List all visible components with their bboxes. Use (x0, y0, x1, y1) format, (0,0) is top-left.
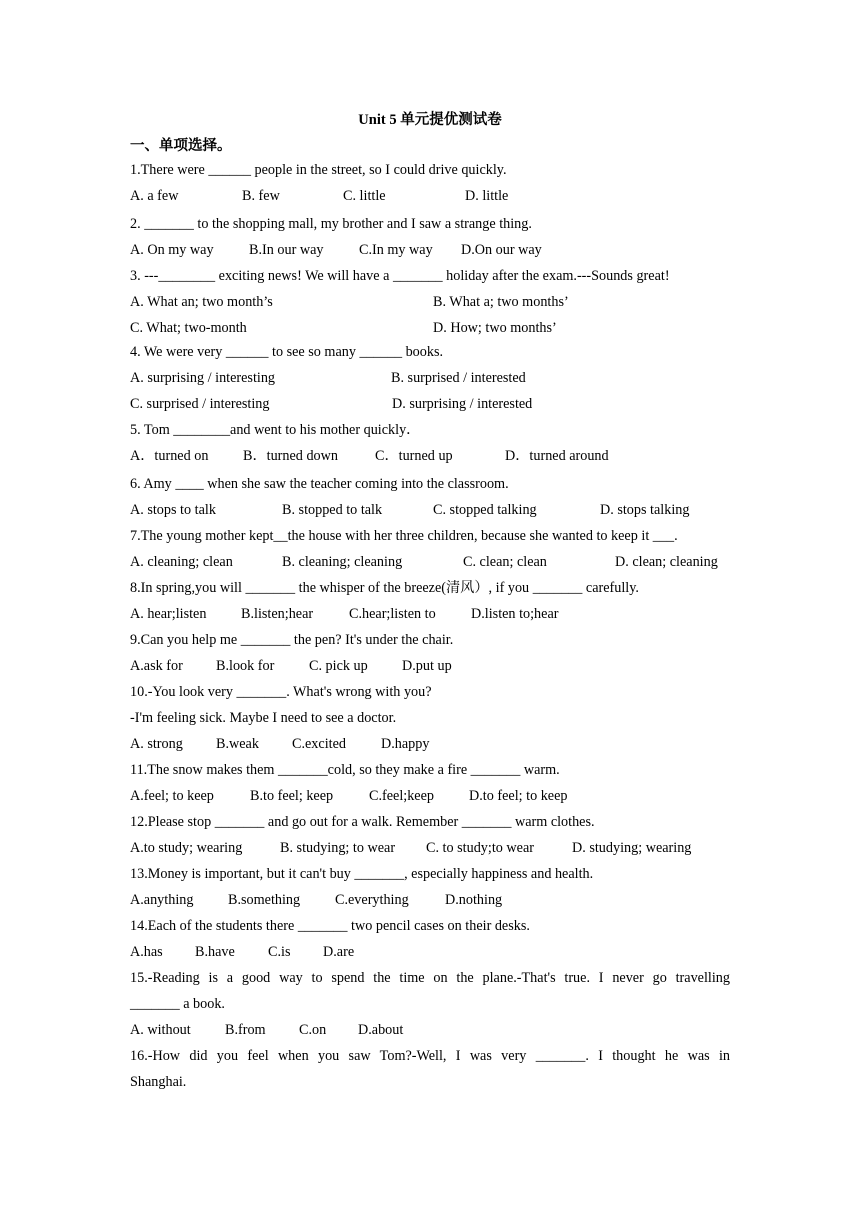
question-5-option-c: C．turned up (375, 448, 453, 464)
question-11-option-c: C.feel;keep (369, 788, 434, 804)
question-8-option-a: A. hear;listen (130, 606, 207, 622)
question-7-option-d: D. clean; cleaning (615, 554, 718, 570)
question-13-option-d: D.nothing (445, 892, 503, 908)
question-5-option-b: B．turned down (243, 448, 338, 464)
question-2-option-b: B.In our way (249, 242, 324, 258)
question-6-option-a: A. stops to talk (130, 502, 216, 518)
question-8-option-d: D.listen to;hear (471, 606, 559, 622)
question-15-option-c: C.on (299, 1022, 327, 1038)
question-10-option-a: A. strong (130, 736, 183, 752)
question-14-option-b: B.have (195, 944, 235, 960)
question-13-option-a: A.anything (130, 892, 194, 908)
question-2-stem: 2. _______ to the shopping mall, my brother and I saw a strange thing. (130, 216, 532, 232)
question-7-option-b: B. cleaning; cleaning (282, 554, 403, 570)
question-9-stem: 9.Can you help me _______ the pen? It's under the chair. (130, 632, 454, 648)
question-3-stem: 3. ---________ exciting news! We will have a _______ holiday after the exam.---Sounds great! (130, 268, 670, 284)
question-1-option-b: B. few (242, 188, 280, 204)
question-6-option-d: D. stops talking (600, 502, 690, 518)
question-15-option-a: A. without (130, 1022, 191, 1038)
question-5-option-d: D．turned around (505, 448, 609, 464)
question-12-option-b: B. studying; to wear (280, 840, 396, 856)
question-4-option-b: B. surprised / interested (391, 370, 526, 386)
question-9-option-b: B.look for (216, 658, 275, 674)
question-6-option-c: C. stopped talking (433, 502, 537, 518)
section-heading: 一、单项选择。 (130, 138, 232, 154)
question-4-option-d: D. surprising / interested (392, 396, 533, 412)
question-10-option-c: C.excited (292, 736, 346, 752)
question-1-stem: 1.There were ______ people in the street, so I could drive quickly. (130, 162, 507, 178)
question-14-option-a: A.has (130, 944, 163, 960)
question-12-option-a: A.to study; wearing (130, 840, 243, 856)
question-12-option-d: D. studying; wearing (572, 840, 692, 856)
question-15-option-d: D.about (358, 1022, 404, 1038)
question-5-option-a: A．turned on (130, 448, 209, 464)
question-6-stem: 6. Amy ____ when she saw the teacher coming into the classroom. (130, 476, 509, 492)
question-14-stem: 14.Each of the students there _______ two pencil cases on their desks. (130, 918, 530, 934)
question-8-option-c: C.hear;listen to (349, 606, 436, 622)
question-1-option-d: D. little (465, 188, 509, 204)
question-7-option-c: C. clean; clean (463, 554, 547, 570)
question-8-stem: 8.In spring,you will _______ the whisper of the breeze(清风）, if you _______ carefully. (130, 580, 639, 596)
question-15-option-b: B.from (225, 1022, 266, 1038)
question-3-option-b: B. What a; two months’ (433, 294, 569, 310)
question-13-option-c: C.everything (335, 892, 409, 908)
question-4-stem: 4. We were very ______ to see so many ______ books. (130, 344, 444, 360)
question-14-option-d: D.are (323, 944, 355, 960)
question-13-stem: 13.Money is important, but it can't buy _______, especially happiness and health. (130, 866, 594, 882)
question-9-option-a: A.ask for (130, 658, 183, 674)
question-1-option-c: C. little (343, 188, 386, 204)
question-10-stem: 10.-You look very _______. What's wrong with you? (130, 684, 432, 700)
question-10-stem-line-2: -I'm feeling sick. Maybe I need to see a doctor. (130, 710, 397, 726)
question-7-stem: 7.The young mother kept__the house with her three children, because she wanted to keep it ___. (130, 528, 678, 544)
question-2-option-c: C.In my way (359, 242, 433, 258)
question-3-option-d: D. How; two months’ (433, 320, 557, 336)
question-10-option-d: D.happy (381, 736, 430, 752)
question-12-stem: 12.Please stop _______ and go out for a walk. Remember _______ warm clothes. (130, 814, 595, 830)
question-9-option-d: D.put up (402, 658, 452, 674)
question-11-option-a: A.feel; to keep (130, 788, 214, 804)
question-14-option-c: C.is (268, 944, 291, 960)
question-11-option-d: D.to feel; to keep (469, 788, 568, 804)
question-9-option-c: C. pick up (309, 658, 368, 674)
question-15-stem-line-2: _______ a book. (130, 996, 225, 1012)
question-10-option-b: B.weak (216, 736, 259, 752)
question-3-option-a: A. What an; two month’s (130, 294, 273, 310)
question-2-option-a: A. On my way (130, 242, 214, 258)
question-11-option-b: B.to feel; keep (250, 788, 334, 804)
question-6-option-b: B. stopped to talk (282, 502, 383, 518)
question-2-option-d: D.On our way (461, 242, 542, 258)
question-15-stem: 15.-Reading is a good way to spend the time on the plane.-That's true. I never go travelling (130, 970, 730, 986)
question-3-option-c: C. What; two-month (130, 320, 247, 336)
question-13-option-b: B.something (228, 892, 301, 908)
question-16-stem: 16.-How did you feel when you saw Tom?-Well, I was very _______. I thought he was in (130, 1048, 730, 1064)
question-16-stem-line-2: Shanghai. (130, 1074, 187, 1090)
question-4-option-a: A. surprising / interesting (130, 370, 276, 386)
question-12-option-c: C. to study;to wear (426, 840, 534, 856)
page-title: Unit 5 单元提优测试卷 (358, 112, 502, 128)
question-5-stem: 5. Tom ________and went to his mother quickly． (130, 422, 421, 438)
question-4-option-c: C. surprised / interesting (130, 396, 270, 412)
question-8-option-b: B.listen;hear (241, 606, 314, 622)
question-7-option-a: A. cleaning; clean (130, 554, 233, 570)
question-1-option-a: A. a few (130, 188, 179, 204)
question-11-stem: 11.The snow makes them _______cold, so they make a fire _______ warm. (130, 762, 560, 778)
